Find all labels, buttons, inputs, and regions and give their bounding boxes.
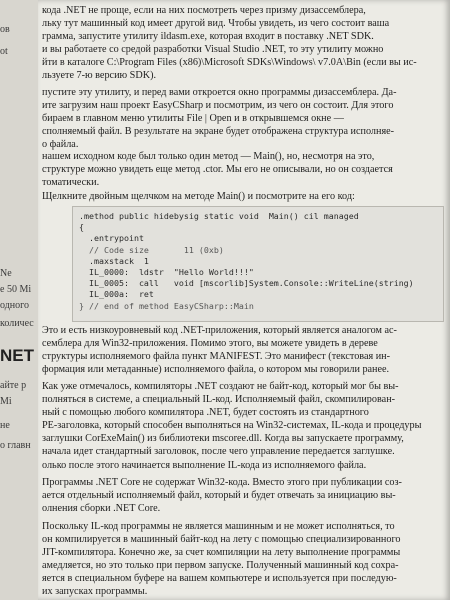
paragraph-jit (42, 520, 444, 599)
text-line: структуре можно увидеть еще метод .ctor. Мы его не описывали, но он создается (42, 164, 393, 176)
text-line: пустите эту утилиту, и перед вами откроется окно программы дизассемблера. Да- (42, 87, 397, 98)
text-line: бираем в главном меню утилиты File | Open и в открывшемся окне — (42, 113, 344, 125)
text-line: олнения сборки .NET Core. (42, 503, 161, 515)
code-line: { (79, 222, 84, 233)
text-line: о файла. (42, 139, 79, 151)
text-line: заглушки CorExeMain() из библиотеки mscoree.dll. Когда вы запускаете программу, (42, 433, 404, 445)
facing-page-fragment: Mi (0, 396, 12, 407)
code-line: IL_0005: call void [mscorlib]System.Console::WriteLine(string) (79, 278, 414, 289)
facing-page-fragment: айте р (0, 380, 27, 391)
text-line: льку тут машинный код имеет другой вид. Чтобы увидеть, из чего состоит ваша (42, 18, 390, 30)
facing-page-fragment: е 50 Mi (0, 284, 32, 295)
text-line: сполняемый файл. В результате на экране будет отображена структура исполняе- (42, 126, 395, 138)
text-line: Программы .NET Core не содержат Win32-кода. Вместо этого при публикации соз- (42, 477, 402, 488)
text-line: кода .NET не проще, если на них посмотреть через призму дизассемблера, (42, 5, 366, 16)
code-line: .entrypoint (79, 233, 144, 244)
text-line: льзуете 7-ю версию SDK). (42, 70, 157, 82)
paragraph-net-core (42, 476, 444, 515)
facing-page-edge (0, 0, 40, 600)
text-line: яется в специальном буфере на вашем компьютере и используется при последую- (42, 573, 397, 585)
text-line: JIT-компилятора. Конечно же, за счет компиляции на лету выполнение программы (42, 547, 401, 559)
facing-page-heading: NET (0, 346, 34, 365)
facing-page-fragment: ов (0, 24, 10, 35)
text-line: Как уже отмечалось, компиляторы .NET создают не байт-код, который мог бы вы- (42, 381, 399, 392)
paragraph-open-file (42, 86, 444, 151)
facing-page-fragment: количес (0, 318, 34, 329)
code-line: .maxstack 1 (79, 255, 149, 266)
text-line: полняться в системе, а специальный IL-код. Исполняемый файл, скомпилирован- (42, 394, 396, 406)
facing-page-fragment: Ne (0, 268, 12, 279)
text-line: структуры исполняемого файла пункт MANIFEST. Это манифест (текстовая ин- (42, 351, 391, 363)
text-line: Поскольку IL-код программы не является машинным и не может исполняться, то (42, 521, 395, 532)
text-line: нашем исходном коде был только один метод — Main(), но, несмотря на это, (42, 151, 375, 162)
book-page (38, 0, 450, 600)
text-line: формация или метаданные) исполняемого файла, о котором мы говорили ранее. (42, 364, 390, 376)
text-line: ается отдельный исполняемый файл, который и будет отвечать за инициацию вы- (42, 490, 396, 502)
text-line: томатически. (42, 177, 100, 189)
paragraph-il-code (42, 380, 444, 472)
text-line: ный с помощью любого компилятора .NET, будет состоять из стандартного (42, 407, 369, 419)
text-line: амедляется, но это только при первом запуске. Полученный машинный код сохра- (42, 560, 399, 572)
text-line: олько после этого начинается выполнение IL-кода из исполняемого файла. (42, 459, 367, 471)
text-line: ите загрузим наш проект EasyCSharp и посмотрим, из чего он состоит. Для этого (42, 100, 394, 112)
text-line: начала идет стандартный заголовок, после чего управление передается заглушке. (42, 446, 395, 458)
code-line: } // end of method EasyCSharp::Main (79, 300, 254, 311)
il-code-listing (72, 206, 444, 322)
text-line: он компилируется в машинный байт-код на лету с помощью специализированного (42, 534, 401, 546)
code-line: IL_000a: ret (79, 289, 154, 300)
code-line: // Code size 11 (0xb) (79, 244, 224, 255)
paragraph-manifest (42, 324, 444, 376)
text-line: грамма, запустите утилиту ildasm.exe, которая входит в поставку .NET SDK. (42, 31, 374, 43)
text-line: и вы работаете со средой разработки Visual Studio .NET, то эту утилиту можно (42, 44, 384, 56)
code-line: .method public hidebysig static void Main() cil managed (79, 211, 359, 221)
paragraph-ildasm-intro (42, 4, 444, 83)
text-line: семблера для Win32-приложения. Помимо этого, вы можете увидеть в дереве (42, 338, 378, 350)
facing-page-fragment: не (0, 420, 10, 431)
code-line: IL_0000: ldstr "Hello World!!!" (79, 267, 254, 278)
text-line: Щелкните двойным щелчком на методе Main() и посмотрите на его код: (42, 191, 355, 202)
paragraph-double-click (42, 190, 444, 203)
paragraph-ctor (42, 150, 444, 189)
text-line: йти в каталоге C:\Program Files (x86)\Microsoft SDKs\Windows\ v7.0A\Bin (если вы ис- (42, 57, 417, 69)
facing-page-fragment: одного (0, 300, 30, 311)
text-line: их запусках программы. (42, 586, 148, 598)
facing-page-fragment: ot (0, 46, 8, 57)
facing-page-fragment: о главн (0, 440, 31, 451)
text-line: PE-заголовка, который способен выполняться на Win32-системах, IL-кода и процедуры (42, 420, 422, 432)
text-line: Это и есть низкоуровневый код .NET-приложения, который является аналогом ас- (42, 325, 397, 336)
